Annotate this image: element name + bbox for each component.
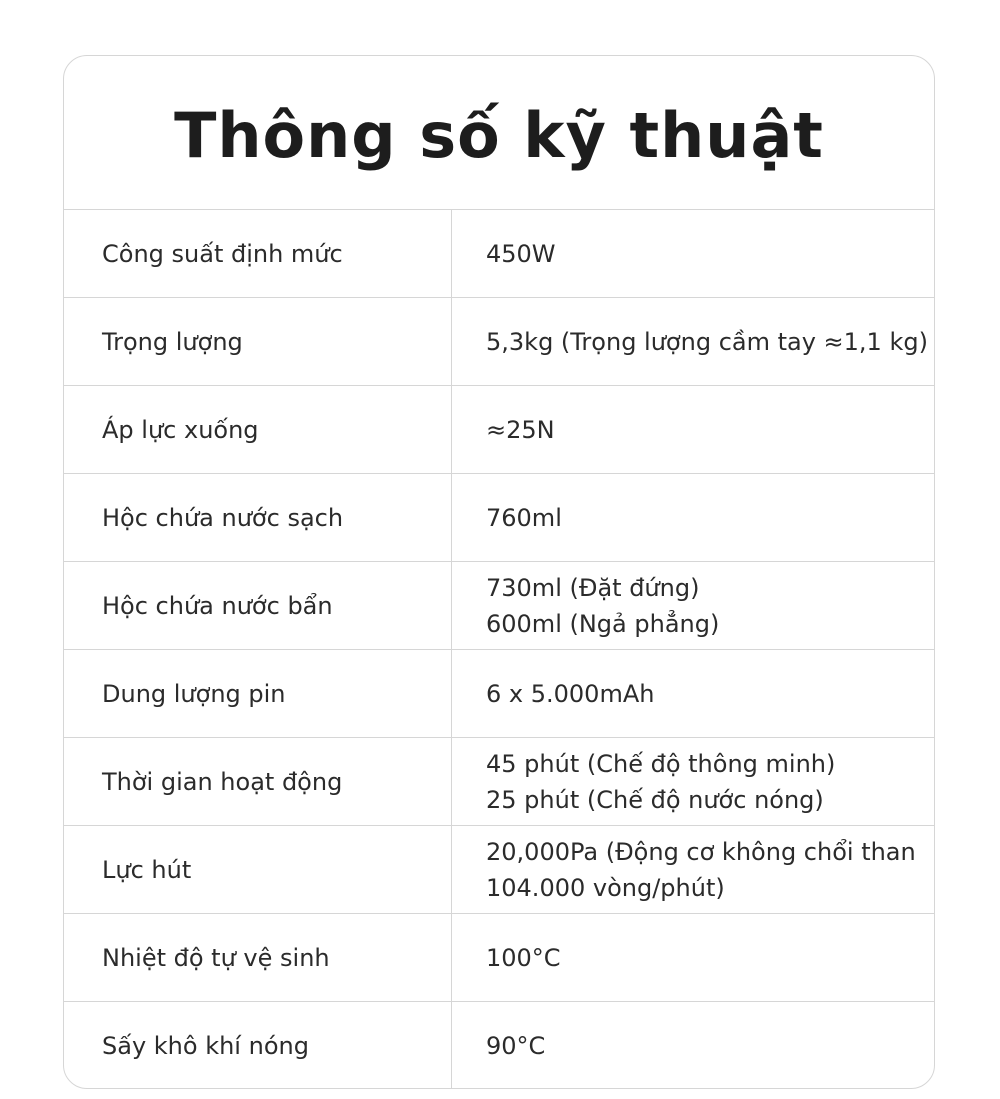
spec-value-line: 760ml: [486, 503, 562, 532]
page-title: Thông số kỹ thuật: [174, 99, 824, 172]
spec-value: [452, 562, 934, 649]
spec-label: Lực hút: [64, 826, 452, 913]
spec-card: [63, 55, 935, 1089]
spec-value: [452, 474, 934, 561]
spec-value: [452, 826, 934, 913]
spec-value-line: 6 x 5.000mAh: [486, 679, 655, 708]
spec-table: [64, 210, 934, 1089]
spec-value: [452, 1002, 934, 1089]
spec-value: [452, 738, 934, 825]
spec-value-line: ≈25N: [486, 415, 555, 444]
spec-value-line: 600ml (Ngả phẳng): [486, 609, 720, 638]
spec-value-line: 5,3kg (Trọng lượng cầm tay ≈1,1 kg): [486, 327, 928, 356]
title-area: [64, 56, 934, 210]
spec-row: [64, 474, 934, 562]
spec-value-line: 450W: [486, 239, 556, 268]
spec-row: [64, 738, 934, 826]
spec-value-line: 90°C: [486, 1032, 546, 1060]
spec-value: [452, 914, 934, 1001]
spec-row: [64, 914, 934, 1002]
spec-label: Hộc chứa nước sạch: [64, 474, 452, 561]
spec-label: Trọng lượng: [64, 298, 452, 385]
spec-label: Dung lượng pin: [64, 650, 452, 737]
spec-value-line: 45 phút (Chế độ thông minh): [486, 749, 836, 778]
spec-row: [64, 826, 934, 914]
spec-value: [452, 650, 934, 737]
spec-value: [452, 210, 934, 297]
spec-row: [64, 562, 934, 650]
spec-value-line: 104.000 vòng/phút): [486, 873, 725, 902]
spec-value: [452, 386, 934, 473]
spec-value-line: 20,000Pa (Động cơ không chổi than: [486, 837, 916, 866]
spec-row: [64, 650, 934, 738]
spec-label: Áp lực xuống: [64, 386, 452, 473]
spec-label: Nhiệt độ tự vệ sinh: [64, 914, 452, 1001]
spec-label: Sấy khô khí nóng: [64, 1002, 452, 1089]
spec-row: [64, 1002, 934, 1089]
spec-label: Công suất định mức: [64, 210, 452, 297]
spec-value-line: 100°C: [486, 943, 561, 972]
spec-row: [64, 386, 934, 474]
spec-row: [64, 210, 934, 298]
spec-value-line: 25 phút (Chế độ nước nóng): [486, 785, 824, 814]
spec-label: Thời gian hoạt động: [64, 738, 452, 825]
spec-value-line: 730ml (Đặt đứng): [486, 573, 700, 602]
spec-label: Hộc chứa nước bẩn: [64, 562, 452, 649]
spec-value: [452, 298, 934, 385]
spec-row: [64, 298, 934, 386]
